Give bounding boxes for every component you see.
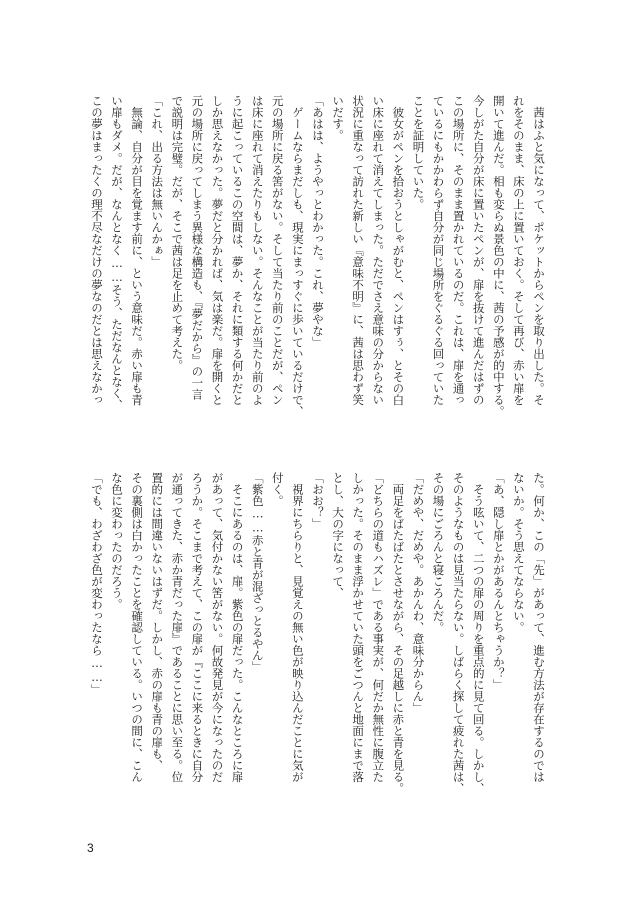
text-line: そこにあるのは、扉。紫色の扉だった。こんなところに扉 bbox=[230, 472, 245, 783]
text-line: いだす。 bbox=[331, 95, 346, 141]
text-line: 「あはは、ようやっとわかった。これ、夢やな」 bbox=[310, 95, 325, 348]
text-line: 今しがた自分が床に置いたペンが、扉を抜けて進んだはずの bbox=[471, 95, 486, 406]
text-line: ことを証明していた。 bbox=[411, 95, 426, 210]
text-line: 「でも、わざわざ色が変わったなら……」 bbox=[89, 472, 104, 696]
text-line: 「おお？」 bbox=[310, 472, 325, 530]
text-line: 「あ、隠し扉とかがあるんとちゃうか？」 bbox=[491, 472, 506, 691]
text-line: 茜はふと気になって、ポケットからペンを取り出した。そ bbox=[532, 95, 546, 406]
text-line: 「紫色……赤と青が混ざっとるやん」 bbox=[250, 472, 265, 673]
text-line: があって、気付かない筈がない。何故発見が今になったのだ bbox=[210, 472, 225, 783]
text-line: は床に座れて消えたりもしない。そんなことが当たり前のよ bbox=[250, 95, 265, 406]
text-line: うに起こっているこの空間は、夢か、それに類する何かだと bbox=[230, 95, 245, 406]
text-line: ゲームならまだしも、現実にまっすぐに歩いているだけで、 bbox=[290, 95, 305, 417]
text-line: い扉もダメ。だが、なんとなく……そう、ただなんとなく、 bbox=[110, 95, 125, 411]
text-line: 元の場所に戻ってしまう異様な構造も、『夢だから』の一言 bbox=[190, 95, 205, 400]
text-line: な色に変わったのだろう。 bbox=[110, 472, 125, 610]
text-line: い床に座れて消えてしまった。ただでさえ意味の分からない bbox=[371, 95, 386, 406]
text-line: とし、大の字になって、 bbox=[331, 472, 346, 599]
text-line: れをそのまま、床の上に置いておく。そして再び、赤い扉を bbox=[511, 95, 526, 406]
upper-text-block bbox=[89, 95, 549, 453]
page-number: 3 bbox=[87, 841, 94, 855]
text-line: 両足をばたばたとさせながら、その足越しに赤と青を見る。 bbox=[391, 472, 406, 794]
text-line: その場にごろんと寝ころんだ。 bbox=[431, 472, 446, 633]
text-line: しか思えなかった。夢だと分かれば、気は楽だ。扉を開くと bbox=[210, 95, 225, 406]
text-line: その裏側は白かったことを確認している。いつの間に、こん bbox=[130, 472, 145, 783]
text-line: 状況に重なって訪れた新しい『意味不明』に、茜は思わず笑 bbox=[351, 95, 366, 406]
text-line: しかった。そのまま浮かせていた頭をごつんと地面にまで落 bbox=[351, 472, 366, 783]
text-line: 付く。 bbox=[270, 472, 285, 507]
text-line: そう呟いて、二つの扉の周りを重点的に見て回る。しかし、 bbox=[471, 472, 486, 794]
text-line: ないか。そう思えてならない。 bbox=[511, 472, 526, 633]
text-line: そのようなものは見当たらない。しばらく探して疲れた茜は、 bbox=[451, 472, 466, 794]
text-line: た。何か、この「先」があって、進む方法が存在するのでは bbox=[532, 472, 546, 783]
text-line: 開いて進んだ。相も変らぬ景色の中に、茜の予感が的中する。 bbox=[491, 95, 506, 417]
text-line: 「どちらの道もハズレ」である事実が、何だか無性に腹立た bbox=[371, 472, 386, 783]
text-line: 元の場所に戻る筈がない。そして当たり前のことだが、ペン bbox=[270, 95, 285, 406]
text-line: 無論、自分が目を覚ます前に、という意味だ。赤い扉も青 bbox=[130, 95, 145, 406]
text-line: 彼女がペンを拾おうとしゃがむと、ペンはすぅ、とその白 bbox=[391, 95, 406, 406]
lower-text-block bbox=[89, 472, 549, 830]
text-line: この夢はまったくの理不尽なだけの夢なのだとは思えなかっ bbox=[89, 95, 104, 406]
text-line: 「だめや、だめや。あかんわ、意味分からん」 bbox=[411, 472, 426, 714]
text-line: 「これ、出る方法は無いんかぁ」 bbox=[150, 95, 165, 268]
text-line: で説明は完璧。だが、そこで茜は足を止めて考えた。 bbox=[170, 95, 185, 371]
text-line: が通ってきた、赤か青だった扉』であることに思い至る。位 bbox=[170, 472, 185, 783]
text-line: 視界にちらりと、見覚えの無い色が映り込んだことに気が bbox=[290, 472, 305, 783]
text-line: ろうか。そこまで考えて、この扉が『ここに来るときに自分 bbox=[190, 472, 205, 783]
text-line: この場所に、そのまま置かれているのだ。これは、扉を通っ bbox=[451, 95, 466, 406]
text-line: 置的には間違いないはずだ。しかし、赤の扉も青の扉も、 bbox=[150, 472, 165, 771]
text-line: ているにもかかわらず自分が同じ場所をぐるぐる回っていた bbox=[431, 95, 446, 406]
